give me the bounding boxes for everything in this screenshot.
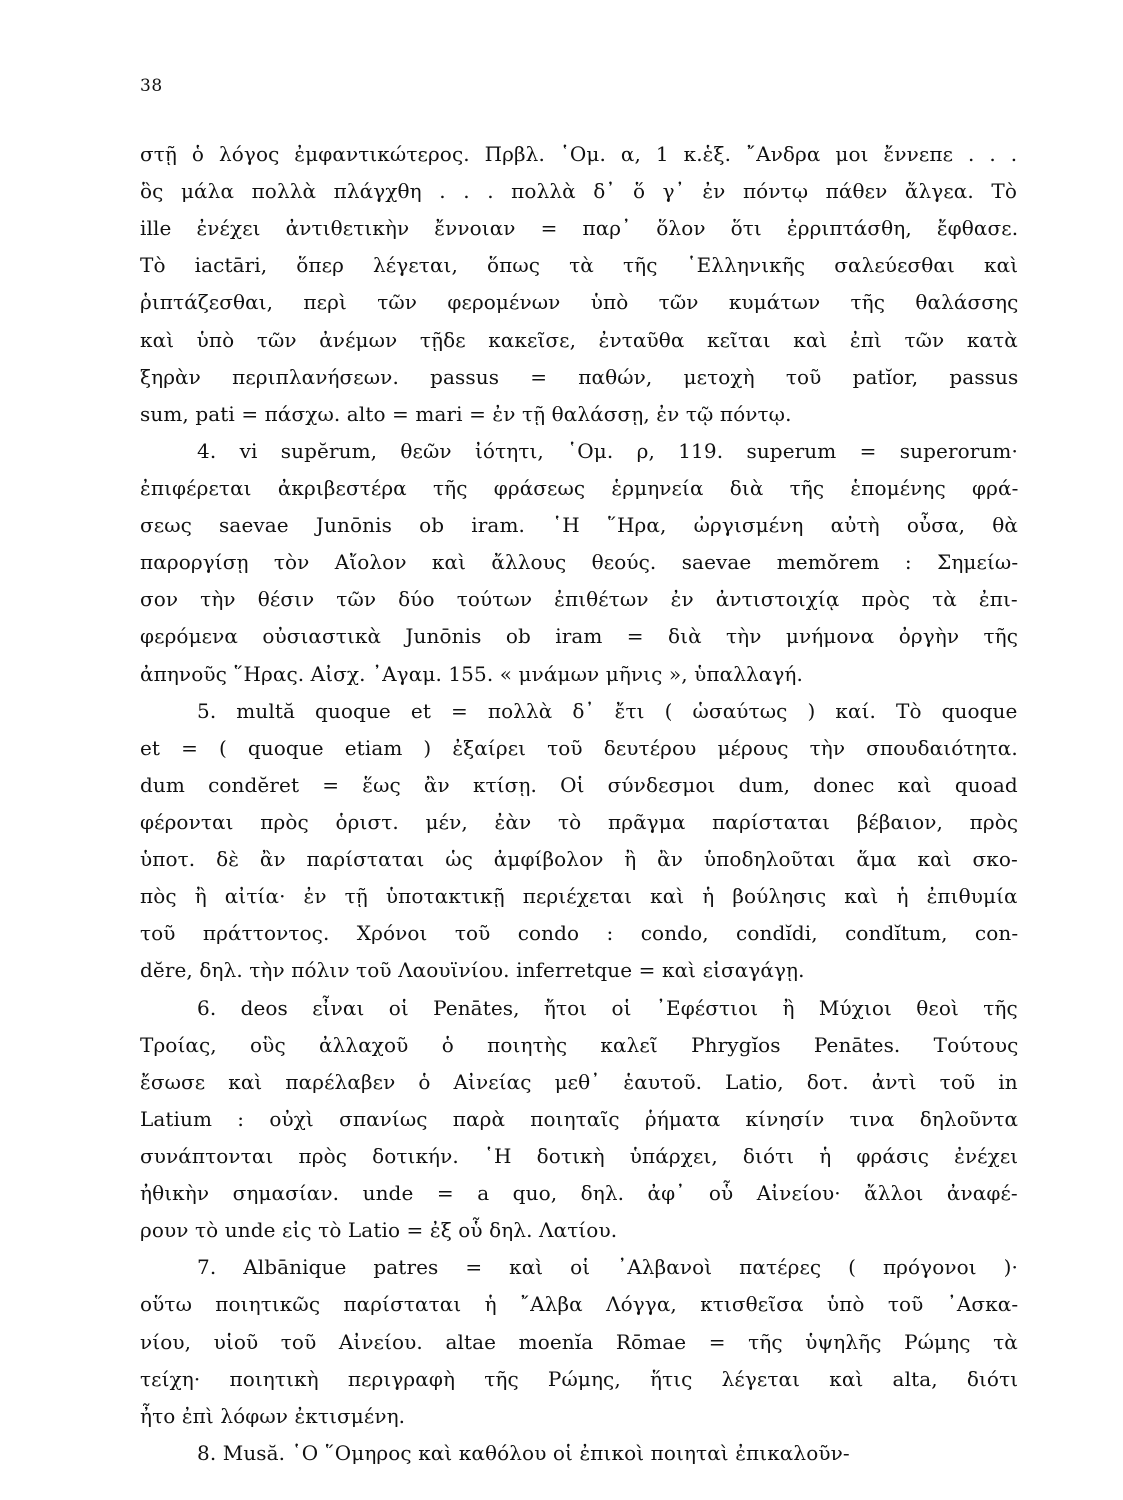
text-line: ἔσωσε καὶ παρέλαβεν ὁ Αἰνείας μεθ᾿ ἑαυτοῦ. Latio, δοτ. ἀντὶ τοῦ in: [140, 1069, 1018, 1094]
text-line: ille ἐνέχει ἀντιθετικὴν ἔννοιαν = παρ᾿ ὅλον ὅτι ἐρριπτάσθη, ἔφθασε.: [140, 216, 1019, 241]
commentary-text: [140, 136, 1020, 1472]
text-line: ὑποτ. δὲ ἂν παρίσταται ὡς ἀμφίβολον ἢ ἂν ὑποδηλοῦται ἅμα καὶ σκο-: [140, 847, 1018, 872]
text-line: Latium : οὐχὶ σπανίως παρὰ ποιηταῖς ῥήματα κίνησίν τινα δηλοῦντα: [140, 1106, 1019, 1131]
text-line: τείχη· ποιητικὴ περιγραφὴ τῆς Ρώμης, ἥτις λέγεται καὶ alta, διότι: [140, 1366, 1019, 1391]
text-line: et = ( quoque etiam ) ἐξαίρει τοῦ δευτέρου μέρους τὴν σπουδαιότητα.: [140, 735, 1018, 760]
text-line: 6. deos εἶναι οἱ Penātes, ἤτοι οἱ ᾿Εφέστιοι ἢ Μύχιοι θεοὶ τῆς: [197, 995, 1018, 1020]
text-line: οὕτω ποιητικῶς παρίσταται ἡ ῎Αλβα Λόγγα, κτισθεῖσα ὑπὸ τοῦ ᾿Ασκα-: [140, 1292, 1019, 1317]
text-line: sum, pati = πάσχω. alto = mari = ἐν τῇ θαλάσσῃ, ἐν τῷ πόντῳ.: [140, 401, 792, 426]
text-line: συνάπτονται πρὸς δοτικήν. ῾Η δοτικὴ ὑπάρχει, διότι ἡ φράσις ἐνέχει: [140, 1143, 1019, 1168]
text-line: 7. Albānique patres = καὶ οἱ ᾿Αλβανοὶ πατέρες ( πρόγονοι )·: [197, 1255, 1018, 1280]
text-line: φερόμενα οὐσιαστικὰ Junōnis ob iram = διὰ τὴν μνήμονα ὀργὴν τῆς: [140, 624, 1019, 649]
text-line: Τὸ iactāri, ὅπερ λέγεται, ὅπως τὰ τῆς ῾Ελληνικῆς σαλεύεσθαι καὶ: [140, 253, 1019, 278]
text-line: ἦτο ἐπὶ λόφων ἐκτισμένη.: [140, 1403, 406, 1428]
text-line: σεως saevae Junōnis ob iram. ῾Η ῞Ηρα, ὠργισμένη αὐτὴ οὖσα, θὰ: [140, 513, 1018, 538]
text-line: ἠθικὴν σημασίαν. unde = a quo, δηλ. ἀφ᾿ οὗ Αἰνείου· ἄλλοι ἀναφέ-: [140, 1181, 1018, 1206]
text-line: πὸς ἢ αἰτία· ἐν τῇ ὑποτακτικῇ περιέχεται καὶ ἡ βούλησις καὶ ἡ ἐπιθυμία: [140, 884, 1018, 909]
text-line: dĕre, δηλ. τὴν πόλιν τοῦ Λαουϊνίου. inferretque = καὶ εἰσαγάγῃ.: [140, 958, 805, 983]
text-line: τοῦ πράττοντος. Χρόνοι τοῦ condo : condo, condĭdi, condĭtum, con-: [140, 921, 1019, 946]
text-line: 5. multă quoque et = πολλὰ δ᾿ ἔτι ( ὡσαύτως ) καί. Τὸ quoque: [197, 698, 1018, 723]
text-line: ξηρὰν περιπλανήσεων. passus = παθών, μετοχὴ τοῦ patĭor, passus: [140, 364, 1019, 389]
text-line: ῥιπτάζεσθαι, περὶ τῶν φερομένων ὑπὸ τῶν κυμάτων τῆς θαλάσσης: [140, 290, 1019, 315]
text-line: καὶ ὑπὸ τῶν ἀνέμων τῇδε κακεῖσε, ἐνταῦθα κεῖται καὶ ἐπὶ τῶν κατὰ: [140, 327, 1018, 352]
text-line: 8. Musă. ῾Ο ῞Ομηρος καὶ καθόλου οἱ ἐπικοὶ ποιηταὶ ἐπικαλοῦν-: [197, 1440, 850, 1465]
text-line: ἀπηνοῦς ῞Ηρας. Αἰσχ. ᾿Αγαμ. 155. « μνάμων μῆνις », ὑπαλλαγή.: [140, 661, 803, 686]
text-line: σον τὴν θέσιν τῶν δύο τούτων ἐπιθέτων ἐν ἀντιστοιχίᾳ πρὸς τὰ ἐπι-: [140, 587, 1018, 612]
text-line: ἐπιφέρεται ἀκριβεστέρα τῆς φράσεως ἑρμηνεία διὰ τῆς ἑπομένης φρά-: [140, 475, 1019, 500]
text-line: ρουν τὸ unde εἰς τὸ Latio = ἐξ οὗ δηλ. Λατίου.: [140, 1218, 618, 1243]
text-line: dum condĕret = ἕως ἂν κτίσῃ. Οἱ σύνδεσμοι dum, donec καὶ quoad: [140, 772, 1018, 797]
text-line: στῇ ὁ λόγος ἐμφαντικώτερος. Πρβλ. ῾Ομ. α, 1 κ.ἑξ. ῎Ανδρα μοι ἔννεπε . . .: [140, 142, 1018, 166]
text-line: νίου, υἱοῦ τοῦ Αἰνείου. altae moenĭa Rōmae = τῆς ὑψηλῆς Ρώμης τὰ: [140, 1329, 1018, 1354]
text-line: φέρονται πρὸς ὁριστ. μέν, ἐὰν τὸ πρᾶγμα παρίσταται βέβαιον, πρὸς: [140, 809, 1019, 834]
text-line: παροργίσῃ τὸν Αἴολον καὶ ἄλλους θεούς. saevae memŏrem : Σημείω-: [140, 550, 1019, 575]
text-line: Τροίας, οὓς ἀλλαχοῦ ὁ ποιητὴς καλεῖ Phrygĭos Penātes. Τούτους: [140, 1032, 1019, 1057]
page-number: 38: [140, 76, 163, 96]
text-line: 4. vi supĕrum, θεῶν ἰότητι, ῾Ομ. ρ, 119. superum = superorum·: [197, 438, 1018, 463]
text-line: ὃς μάλα πολλὰ πλάγχθη . . . πολλὰ δ᾿ ὅ γ᾿ ἐν πόντῳ πάθεν ἄλγεα. Τὸ: [140, 179, 1017, 204]
